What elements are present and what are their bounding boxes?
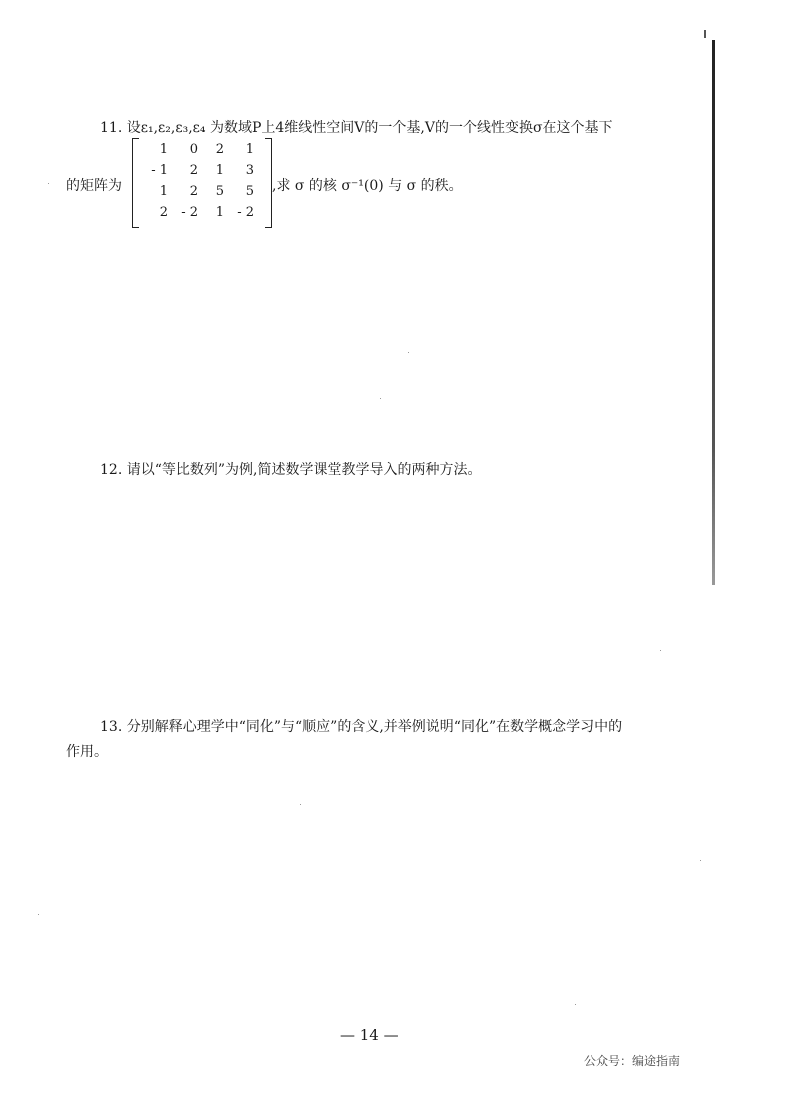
matrix-row — [142, 181, 254, 202]
scan-speck — [575, 1004, 576, 1005]
matrix-row — [142, 160, 254, 181]
matrix-cell: 2 — [159, 205, 168, 220]
wechat-footer: 公众号：编途指南 — [584, 1054, 681, 1068]
matrix-cell: 1 — [245, 142, 254, 157]
matrix-row — [142, 139, 254, 160]
scan-speck — [48, 183, 49, 184]
matrix-cell: 1 — [215, 163, 224, 178]
question-11-matrix-lead: 的矩阵为 — [66, 178, 122, 194]
question-11-tail: ,求 σ 的核 σ⁻¹(0) 与 σ 的秩。 — [272, 178, 463, 194]
binding-line — [712, 40, 715, 585]
page-number: — 14 — — [340, 1026, 399, 1044]
scan-speck — [408, 352, 409, 353]
question-13-line-1: 13. 分别解释心理学中“同化”与“顺应”的含义,并举例说明“同化”在数学概念学习中的 — [100, 719, 623, 735]
matrix-cell: 5 — [215, 184, 224, 199]
matrix-cell: 2 — [189, 163, 198, 178]
matrix-cell: 1 — [215, 205, 224, 220]
matrix-cell: 1 — [159, 142, 168, 157]
matrix-cell: - 2 — [237, 205, 254, 220]
question-11-matrix — [132, 138, 272, 226]
question-11-line-1: 11. 设ε₁,ε₂,ε₃,ε₄ 为数域P上4维线性空间V的一个基,V的一个线性变换σ在这个基下 — [100, 120, 613, 136]
question-13-line-2: 作用。 — [66, 744, 108, 760]
matrix-cell: 0 — [189, 142, 198, 157]
matrix-cell: 1 — [159, 184, 168, 199]
matrix-cell: 2 — [215, 142, 224, 157]
matrix-cell: 3 — [245, 163, 254, 178]
binding-mark — [704, 30, 706, 38]
scan-speck — [300, 804, 301, 805]
matrix-cell: - 2 — [181, 205, 198, 220]
matrix-right-bracket — [265, 138, 272, 228]
matrix-cell: - 1 — [151, 163, 168, 178]
matrix-left-bracket — [132, 138, 139, 228]
scan-speck — [700, 860, 701, 861]
matrix-row — [142, 202, 254, 223]
matrix-grid — [142, 139, 254, 223]
scan-speck — [660, 650, 661, 651]
matrix-cell: 5 — [245, 184, 254, 199]
matrix-cell: 2 — [189, 184, 198, 199]
scan-speck — [380, 398, 381, 399]
question-12: 12. 请以“等比数列”为例,简述数学课堂教学导入的两种方法。 — [100, 462, 482, 478]
scan-speck — [38, 914, 39, 915]
